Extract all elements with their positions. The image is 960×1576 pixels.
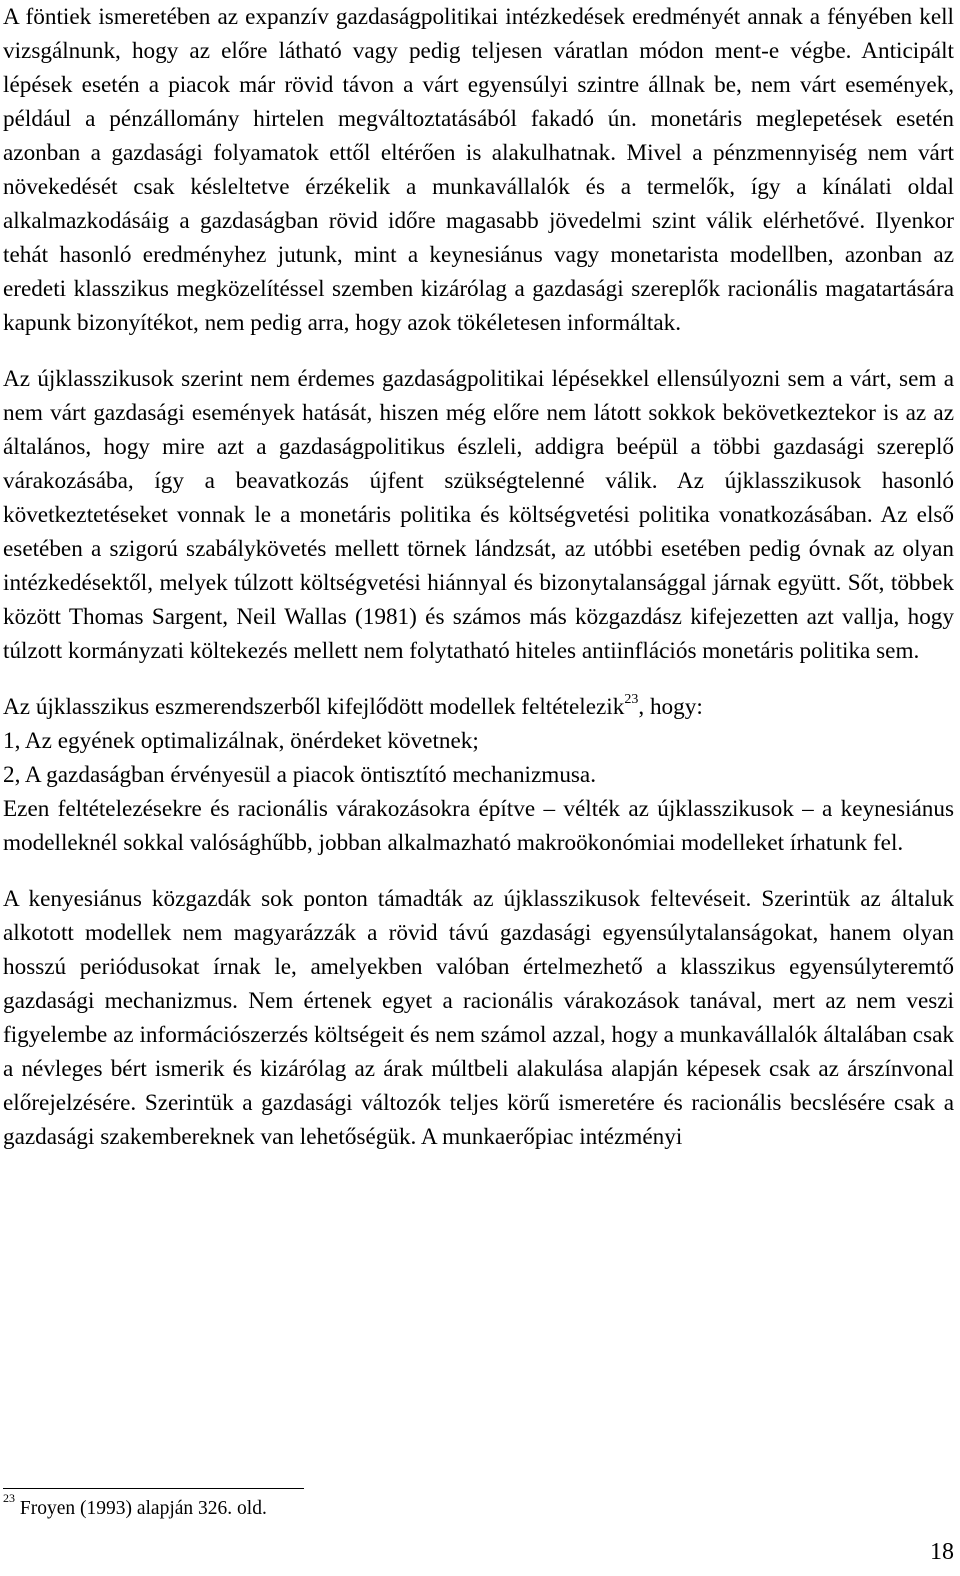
assumptions-intro-text: Az újklasszikus eszmerendszerből kifejlődött modellek feltételezik: [3, 694, 625, 720]
paragraph-new-classical-view: Az újklasszikusok szerint nem érdemes gazdaságpolitikai lépésekkel ellensúlyozni sem a várt, sem a nem várt gazdasági események hatását, hiszen még előre nem látott sokkok bekövetkeztekor is az az általános, hogy mire azt a gazdaságpolitikus észleli, addigra beépül a többi gazdasági szereplő várakozásába, így a beavatkozás újfent szükségtelenné válik. Az újklasszikusok hasonló következtetéseket vonnak le a monetáris politika és költségvetési politika vonatkozásában. Az első esetében a szigorú szabálykövetés mellett törnek lándzsát, az utóbbi esetében pedig óvnak az olyan intézkedésektől, melyek túlzott költségvetési hiánnyal és bizonytalansággal járnak együtt. Sőt, többek között Thomas Sargent, Neil Wallas (1981) és számos más közgazdász kifejezetten azt vallja, hogy túlzott kormányzati költekezés mellett nem folytatható hiteles antiinflációs monetáris politika sem.: [3, 366, 954, 664]
paragraph-expansive-policy: A föntiek ismeretében az expanzív gazdaságpolitikai intézkedések eredményét annak a fényében kell vizsgálnunk, hogy az előre látható vagy pedig teljesen váratlan módon ment-e végbe. Anticipált lépések esetén a piacok már rövid távon a várt egyensúlyi szintre állnak be, nem várt események, például a pénzállomány hirtelen megváltoztatásából fakadó ún. monetáris meglepetések esetén azonban a gazdasági folyamatok ettől eltérően is alakulhatnak. Mivel a pénzmennyiség nem várt növekedését csak késleltetve érzékelik a munkavállalók és a termelők, így a kínálati oldal alkalmazkodásáig a gazdaságban rövid időre magasabb jövedelmi szint válik elérhetővé. Ilyenkor tehát hasonló eredményhez jutunk, mint a keynesiánus vagy monetarista modellben, azonban az eredeti klasszikus megközelítéssel szemben kizárólag a gazdasági szereplők racionális magatartására kapunk bizonyítékot, nem pedig arra, hogy azok tökéletesen informáltak.: [3, 4, 954, 336]
paragraph-keynesian-critique: A kenyesiánus közgazdák sok ponton támadták az újklasszikusok feltevéseit. Szerintük az általuk alkotott modellek nem magyarázzák a rövid távú gazdasági egyensúlytalanságokat, hanem olyan hosszú periódusokat írnak le, amelyekben valóban értelmezhető a klasszikus egyensúlyteremtő gazdasági mechanizmus. Nem értenek egyet a racionális várakozások tanával, mert az nem veszi figyelembe az információszerzés költségeit és nem számol azzal, hogy a munkavállalók általában csak a névleges bért ismerik és kizárólag az árak múltbeli alakulása alapján képesek csak az árszínvonal előrejelzésére. Szerintük a gazdasági változók teljes körű ismeretére és racionális becslésére csak a gazdasági szakembereknek van lehetőségük. A munkaerőpiac intézményi: [3, 886, 954, 1150]
assumptions-intro-tail: , hogy:: [638, 694, 703, 720]
footnote-text: Froyen (1993) alapján 326. old.: [15, 1498, 267, 1519]
assumption-item-1: 1, Az egyének optimalizálnak, önérdeket követnek;: [3, 728, 479, 754]
assumptions-intro: [3, 690, 954, 724]
assumptions-block: [3, 690, 954, 860]
assumption-item-2: 2, A gazdaságban érvényesül a piacok öntisztító mechanizmusa.: [3, 762, 597, 788]
footnote-reference: 23: [624, 692, 639, 708]
document-body: [3, 0, 954, 1176]
assumptions-conclusion: Ezen feltételezésekre és racionális várakozásokra építve – vélték az újklasszikusok – a keynesiánus modelleknél sokkal valósághűbb, jobban alkalmazható makroökonómiai modelleket írhatunk fel.: [3, 796, 954, 856]
footnote-number: 23: [3, 1490, 15, 1505]
page-number: 18: [930, 1539, 954, 1565]
footnote-divider: [3, 1488, 304, 1489]
footnote: [3, 1490, 267, 1521]
